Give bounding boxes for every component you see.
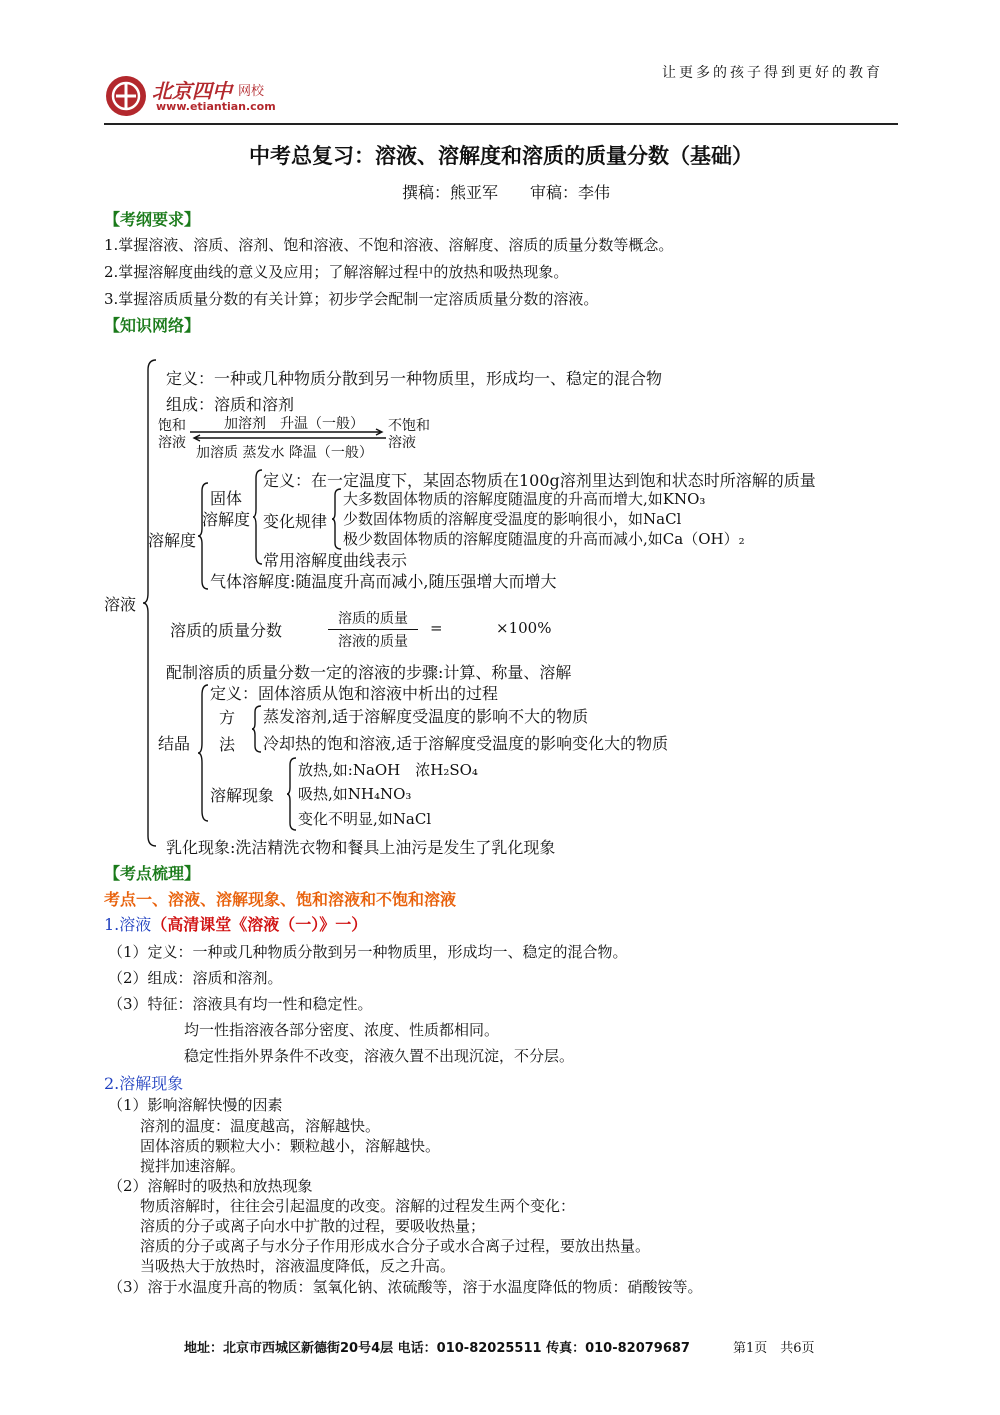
content-line: 固体溶质的颗粒大小：颗粒越小，溶解越快。 — [140, 1137, 441, 1155]
authors: 撰稿：熊亚军 审稿：李伟 — [401, 183, 610, 202]
dissolve-label: 溶解现象 — [210, 786, 275, 805]
logo-url: www.etiantian.com — [156, 100, 276, 113]
dissolve-item: 变化不明显,如NaCl — [298, 810, 432, 828]
subsection-heading: 2.溶解现象 — [104, 1074, 184, 1093]
solubility-definition: 定义：在一定温度下，某固态物质在100g溶剂里达到饱和状态时所溶解的质量 — [263, 471, 816, 490]
method-item: 蒸发溶剂,适于溶解度受温度的影响不大的物质 — [263, 707, 589, 726]
content-line: 均一性指溶液各部分密度、浓度、性质都相同。 — [184, 1021, 500, 1039]
section-heading-points: 【考点梳理】 — [104, 864, 201, 883]
fraction-equals: = — [430, 619, 443, 637]
subsection-heading: 1.溶液（高清课堂《溶液（一）》一） — [104, 915, 368, 934]
rule-item: 大多数固体物质的溶解度随温度的升高而增大,如KNO₃ — [343, 490, 706, 508]
gas-solubility: 气体溶解度:随温度升高而减小,随压强增大而增大 — [210, 572, 557, 591]
content-line: 当吸热大于放热时，溶液温度降低，反之升高。 — [140, 1257, 456, 1275]
outline-item: 3.掌握溶质质量分数的有关计算；初步学会配制一定溶质质量分数的溶液。 — [104, 290, 599, 308]
logo-suffix: 网校 — [238, 84, 265, 99]
footer-address: 地址：北京市西城区新德街20号4层 电话：010-82025511 传真：010-82079687 — [184, 1341, 690, 1356]
solubility-label: 溶解度 — [148, 531, 197, 550]
content-line: （1）影响溶解快慢的因素 — [108, 1096, 283, 1114]
fraction-denominator: 溶液的质量 — [338, 634, 408, 650]
page-title: 中考总复习：溶液、溶解度和溶质的质量分数（基础） — [249, 144, 753, 168]
curve-note: 常用溶解度曲线表示 — [263, 551, 408, 570]
content-line: （3）溶于水温度升高的物质：氢氧化钠、浓硫酸等，溶于水温度降低的物质：硝酸铵等。 — [108, 1278, 703, 1296]
content-line: 稳定性指外界条件不改变，溶液久置不出现沉淀，不分层。 — [184, 1047, 575, 1065]
content-line: 搅拌加速溶解。 — [140, 1157, 246, 1175]
rule-item: 少数固体物质的溶解度受温度的影响很小，如NaCl — [343, 510, 682, 528]
method-item: 冷却热的饱和溶液,适于溶解度受温度的影响变化大的物质 — [263, 734, 669, 753]
network-root: 溶液 — [104, 595, 137, 614]
slogan: 让更多的孩子得到更好的教育 — [662, 65, 883, 81]
logo-name: 北京四中 — [152, 79, 232, 103]
section-heading-outline: 【考纲要求】 — [104, 210, 201, 229]
sat-top-label: 加溶剂 升温（一般） — [224, 416, 364, 432]
content-line: （2）组成：溶质和溶剂。 — [108, 969, 283, 987]
content-line: （3）特征：溶液具有均一性和稳定性。 — [108, 995, 373, 1013]
outline-item: 2.掌握溶解度曲线的意义及应用；了解溶解过程中的放热和吸热现象。 — [104, 263, 569, 281]
crystallization-label: 结晶 — [158, 734, 191, 753]
outline-item: 1.掌握溶液、溶质、溶剂、饱和溶液、不饱和溶液、溶解度、溶质的质量分数等概念。 — [104, 236, 674, 254]
sat-bottom-label: 加溶质 蒸发水 降温（一般） — [196, 445, 373, 461]
dissolve-item: 放热,如:NaOH 浓H₂SO₄ — [298, 761, 478, 779]
content-line: （1）定义：一种或几种物质分散到另一种物质里，形成均一、稳定的混合物。 — [108, 943, 628, 961]
fraction — [328, 608, 418, 651]
point-heading: 考点一、溶液、溶解现象、饱和溶液和不饱和溶液 — [104, 890, 457, 909]
content-line: 溶质的分子或离子向水中扩散的过程，要吸收热量； — [140, 1217, 486, 1235]
header-rule — [104, 123, 898, 125]
mass-fraction-label: 溶质的质量分数 — [170, 621, 283, 640]
logo-emblem-icon — [104, 74, 148, 118]
rule-item: 极少数固体物质的溶解度随温度的升高而减小,如Ca（OH）₂ — [343, 530, 745, 548]
content-line: 溶剂的温度：温度越高，溶解越快。 — [140, 1117, 381, 1135]
sat-left: 饱和 溶液 — [158, 418, 186, 451]
fraction-numerator: 溶质的质量 — [328, 608, 418, 630]
dissolve-item: 吸热,如NH₄NO₃ — [298, 785, 412, 803]
emulsion: 乳化现象:洗洁精洗衣物和餐具上油污是发生了乳化现象 — [166, 838, 556, 857]
section-heading-network: 【知识网络】 — [104, 316, 201, 335]
conversion-arrows — [188, 429, 388, 441]
network-definition: 定义：一种或几种物质分散到另一种物质里，形成均一、稳定的混合物 — [166, 369, 663, 388]
solid-solubility-label: 固体 溶解度 — [202, 489, 251, 529]
content-line: 溶质的分子或离子与水分子作用形成水合分子或水合离子过程，要放出热量。 — [140, 1237, 651, 1255]
sat-right: 不饱和 溶液 — [388, 418, 430, 451]
fraction-percent: ×100% — [496, 619, 552, 637]
footer-page: 第1页 共6页 — [733, 1341, 815, 1356]
content-line: （2）溶解时的吸热和放热现象 — [108, 1177, 313, 1195]
content-line: 物质溶解时，往往会引起温度的改变。溶解的过程发生两个变化： — [140, 1197, 576, 1215]
crystallization-definition: 定义：固体溶质从饱和溶液中析出的过程 — [210, 684, 499, 703]
network-composition: 组成：溶质和溶剂 — [166, 395, 295, 414]
logo — [104, 74, 284, 118]
method-label: 方 法 — [219, 708, 236, 754]
change-rule-label: 变化规律 — [263, 512, 328, 531]
prepare-steps: 配制溶质的质量分数一定的溶液的步骤:计算、称量、溶解 — [166, 663, 572, 682]
